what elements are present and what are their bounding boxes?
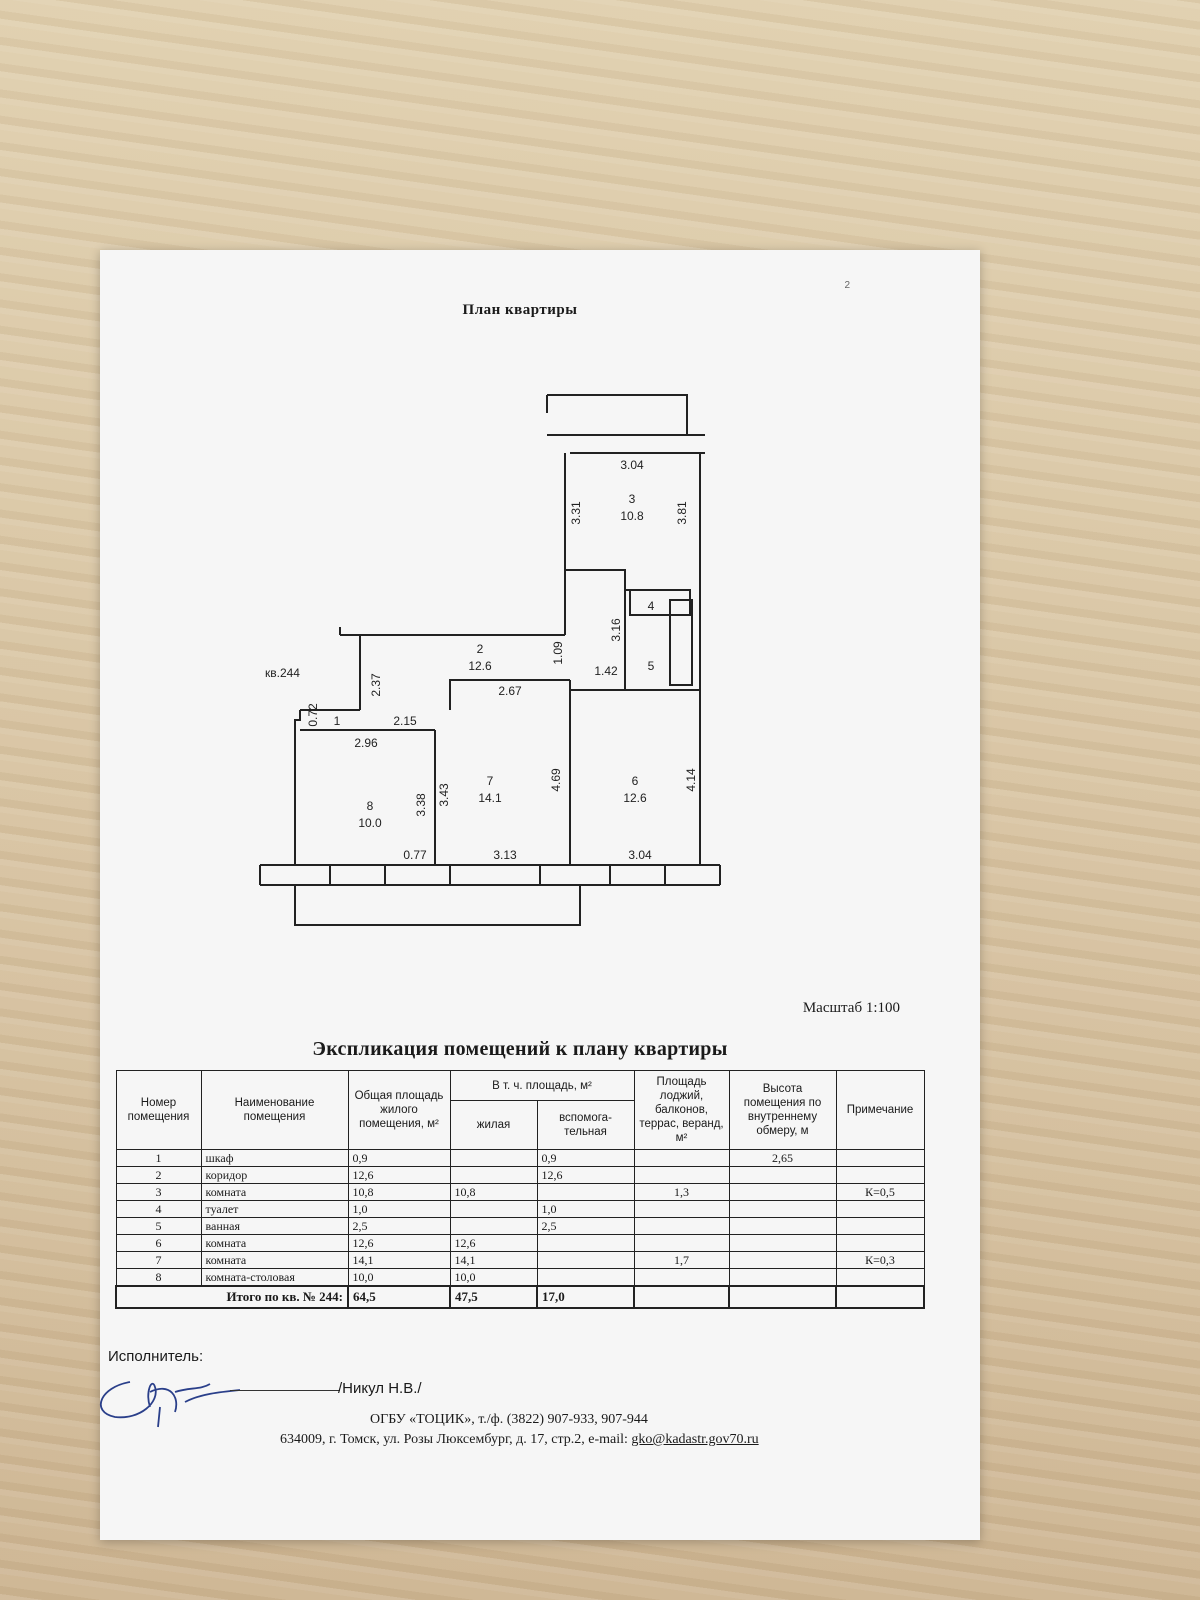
cell-living: 10,8 <box>450 1184 537 1201</box>
cell-note <box>836 1150 924 1167</box>
dim: 2.37 <box>369 673 383 697</box>
table-row <box>116 1218 924 1235</box>
explication-title: Экспликация помещений к плану квартиры <box>312 1038 728 1060</box>
signature <box>90 1362 250 1432</box>
room-7-area: 14.1 <box>478 791 502 805</box>
org-contacts: ОГБУ «ТОЦИК», т./ф. (3822) 907-933, 907-944 <box>370 1412 648 1427</box>
header-height: Высота помещения по внутреннему обмеру, м <box>729 1071 836 1150</box>
cell-num: 6 <box>116 1235 201 1252</box>
room-2-num: 2 <box>476 642 484 656</box>
cell-height <box>729 1184 836 1201</box>
header-num: Номер помещения <box>116 1071 201 1150</box>
cell-total: 10,0 <box>348 1269 450 1287</box>
cell-height <box>729 1218 836 1235</box>
table-row <box>116 1184 924 1201</box>
totals-aux: 17,0 <box>537 1286 634 1308</box>
cell-loggia <box>634 1201 729 1218</box>
dim: 2.67 <box>498 684 522 698</box>
room-3-num: 3 <box>628 492 636 506</box>
room-5-num: 5 <box>647 659 655 673</box>
cell-num: 8 <box>116 1269 201 1287</box>
explication-table <box>115 1070 925 1309</box>
apartment-label: кв.244 <box>265 666 300 680</box>
cell-aux: 0,9 <box>537 1150 634 1167</box>
cell-num: 4 <box>116 1201 201 1218</box>
email-link[interactable]: gko@kadastr.gov70.ru <box>631 1432 759 1447</box>
dim: 3.31 <box>569 501 583 525</box>
cell-num: 2 <box>116 1167 201 1184</box>
table-row <box>116 1150 924 1167</box>
cell-num: 1 <box>116 1150 201 1167</box>
dim: 3.04 <box>628 848 652 862</box>
dim: 1.42 <box>594 664 618 678</box>
cell-height <box>729 1269 836 1287</box>
document-page <box>100 250 980 1540</box>
signature-line <box>230 1390 340 1391</box>
room-2-area: 12.6 <box>468 659 492 673</box>
org-address <box>280 1432 759 1448</box>
cell-aux <box>537 1184 634 1201</box>
dim: 3.13 <box>493 848 517 862</box>
page-number: 2 <box>844 280 850 291</box>
cell-note <box>836 1235 924 1252</box>
cell-aux: 12,6 <box>537 1167 634 1184</box>
room-7-num: 7 <box>486 774 494 788</box>
address-text: 634009, г. Томск, ул. Розы Люксембург, д. 17, стр.2, e-mail: <box>280 1432 632 1447</box>
cell-total: 1,0 <box>348 1201 450 1218</box>
cell-total: 2,5 <box>348 1218 450 1235</box>
cell-note: К=0,3 <box>836 1252 924 1269</box>
dim: 4.14 <box>684 768 698 792</box>
cell-loggia <box>634 1167 729 1184</box>
dim: 3.04 <box>620 458 644 472</box>
cell-living <box>450 1201 537 1218</box>
cell-aux: 1,0 <box>537 1201 634 1218</box>
room-1-num: 1 <box>333 714 341 728</box>
cell-living <box>450 1167 537 1184</box>
table-row <box>116 1252 924 1269</box>
cell-name: комната <box>201 1235 348 1252</box>
cell-total: 0,9 <box>348 1150 450 1167</box>
cell-living: 12,6 <box>450 1235 537 1252</box>
cell-living: 14,1 <box>450 1252 537 1269</box>
floor-plan <box>240 385 740 945</box>
cell-note <box>836 1167 924 1184</box>
dim: 3.81 <box>675 501 689 525</box>
dim: 3.38 <box>414 793 428 817</box>
header-name: Наименование помещения <box>201 1071 348 1150</box>
cell-total: 10,8 <box>348 1184 450 1201</box>
dim: 0.77 <box>403 848 427 862</box>
totals-total: 64,5 <box>348 1286 450 1308</box>
cell-name: коридор <box>201 1167 348 1184</box>
table-row <box>116 1235 924 1252</box>
room-3-area: 10.8 <box>620 509 644 523</box>
cell-name: шкаф <box>201 1150 348 1167</box>
cell-aux: 2,5 <box>537 1218 634 1235</box>
cell-height <box>729 1235 836 1252</box>
cell-loggia: 1,3 <box>634 1184 729 1201</box>
cell-living <box>450 1218 537 1235</box>
cell-height <box>729 1167 836 1184</box>
cell-total: 12,6 <box>348 1235 450 1252</box>
cell-height <box>729 1201 836 1218</box>
totals-row <box>116 1286 924 1308</box>
cell-loggia: 1,7 <box>634 1252 729 1269</box>
cell-name: комната <box>201 1184 348 1201</box>
dim: 4.69 <box>549 768 563 792</box>
room-8-num: 8 <box>366 799 374 813</box>
header-aux: вспомога-тельная <box>537 1101 634 1150</box>
cell-num: 3 <box>116 1184 201 1201</box>
cell-living: 10,0 <box>450 1269 537 1287</box>
cell-living <box>450 1150 537 1167</box>
table-row <box>116 1201 924 1218</box>
header-loggia: Площадь лоджий, балконов, террас, веранд, м² <box>634 1071 729 1150</box>
room-6-num: 6 <box>631 774 639 788</box>
cell-num: 7 <box>116 1252 201 1269</box>
cell-note <box>836 1201 924 1218</box>
cell-height <box>729 1252 836 1269</box>
cell-total: 12,6 <box>348 1167 450 1184</box>
header-total: Общая площадь жилого помещения, м² <box>348 1071 450 1150</box>
cell-name: ванная <box>201 1218 348 1235</box>
cell-num: 5 <box>116 1218 201 1235</box>
executor-name: /Никул Н.В./ <box>338 1380 422 1397</box>
dim: 3.43 <box>437 783 451 807</box>
totals-label: Итого по кв. № 244: <box>116 1286 348 1308</box>
executor-label: Исполнитель: <box>108 1348 204 1365</box>
room-6-area: 12.6 <box>623 791 647 805</box>
cell-name: комната-столовая <box>201 1269 348 1287</box>
dim: 2.15 <box>393 714 417 728</box>
cell-loggia <box>634 1218 729 1235</box>
dim: 1.09 <box>551 641 565 665</box>
table-row <box>116 1269 924 1287</box>
cell-note <box>836 1269 924 1287</box>
header-incl: В т. ч. площадь, м² <box>450 1071 634 1101</box>
cell-height: 2,65 <box>729 1150 836 1167</box>
plan-scale: Масштаб 1:100 <box>802 1000 900 1016</box>
cell-loggia <box>634 1235 729 1252</box>
cell-loggia <box>634 1150 729 1167</box>
cell-total: 14,1 <box>348 1252 450 1269</box>
dim: 0.72 <box>306 703 320 727</box>
plan-title: План квартиры <box>462 302 578 318</box>
table-row <box>116 1167 924 1184</box>
cell-note <box>836 1218 924 1235</box>
cell-name: туалет <box>201 1201 348 1218</box>
cell-aux <box>537 1252 634 1269</box>
header-note: Примечание <box>836 1071 924 1150</box>
cell-aux <box>537 1235 634 1252</box>
room-8-area: 10.0 <box>358 816 382 830</box>
cell-note: К=0,5 <box>836 1184 924 1201</box>
header-living: жилая <box>450 1101 537 1150</box>
dim: 2.96 <box>354 736 378 750</box>
cell-aux <box>537 1269 634 1287</box>
room-4-num: 4 <box>647 599 655 613</box>
totals-living: 47,5 <box>450 1286 537 1308</box>
cell-name: комната <box>201 1252 348 1269</box>
dim: 3.16 <box>609 618 623 642</box>
cell-loggia <box>634 1269 729 1287</box>
